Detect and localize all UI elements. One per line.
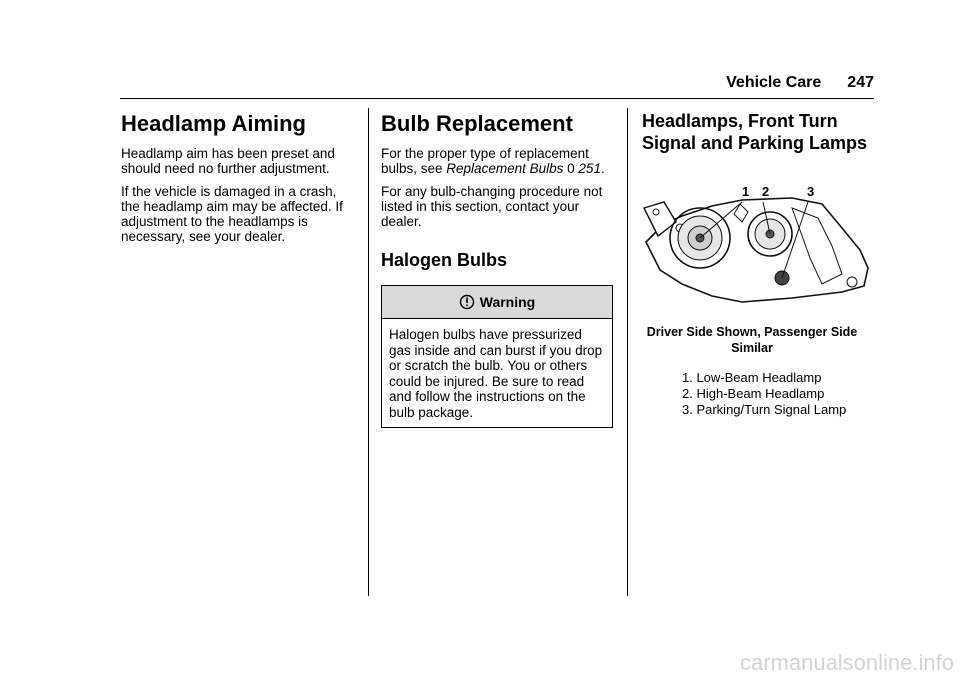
column-bulb-replacement: [381, 110, 617, 428]
paragraph: Headlamp aim has been preset and should need no further adjustment.: [121, 146, 335, 176]
warning-header: [382, 286, 612, 319]
column-headlamps: [642, 110, 882, 418]
section-title: Headlamp Aiming: [121, 111, 306, 136]
column-divider: [627, 108, 628, 596]
list-item: 3. Parking/Turn Signal Lamp: [682, 402, 847, 417]
warning-box: [381, 285, 613, 428]
section-title: Headlamps, Front Turn Signal and Parking Lamps: [642, 111, 868, 153]
header-section: Vehicle Care: [726, 74, 822, 91]
warning-text: Halogen bulbs have pressurized gas inside and can burst if you drop or scratch the bulb. You or others could be injured. Be sure to read and follow the instructions on the bulb package.: [389, 327, 603, 420]
cross-reference-page[interactable]: 251: [578, 161, 601, 176]
figure-caption: Driver Side Shown, Passenger Side Similar: [646, 325, 858, 355]
headlamp-assembly-illustration: [642, 178, 872, 314]
list-item: 1. Low-Beam Headlamp: [682, 370, 822, 385]
warning-icon: [459, 294, 475, 310]
watermark: carmanualsonline.info: [739, 650, 954, 675]
callout-list: [682, 370, 882, 418]
figure-callout-1: 1: [742, 184, 750, 199]
figure-callout-3: 3: [807, 184, 815, 199]
column-headlamp-aiming: [121, 110, 357, 252]
paragraph: For any bulb-changing procedure not listed in this section, contact your dealer.: [381, 184, 603, 229]
figure-callout-2: 2: [762, 184, 770, 199]
list-item: 2. High-Beam Headlamp: [682, 386, 825, 401]
subsection-title: Halogen Bulbs: [381, 250, 508, 270]
paragraph: If the vehicle is damaged in a crash, the headlamp aim may be affected. If adjustment to the headlamps is necessary, see your dealer.: [121, 184, 343, 244]
header-rule: [120, 98, 874, 99]
warning-label: Warning: [479, 294, 536, 310]
paragraph: For the proper type of replacement bulbs, see Replacement Bulbs 0 251.: [381, 146, 605, 176]
page-ref-symbol: 0: [567, 161, 575, 176]
page-number: 247: [847, 74, 874, 91]
column-divider: [368, 108, 369, 596]
running-header: [726, 74, 874, 92]
cross-reference-link[interactable]: Replacement Bulbs: [446, 161, 564, 176]
section-title: Bulb Replacement: [381, 111, 573, 136]
